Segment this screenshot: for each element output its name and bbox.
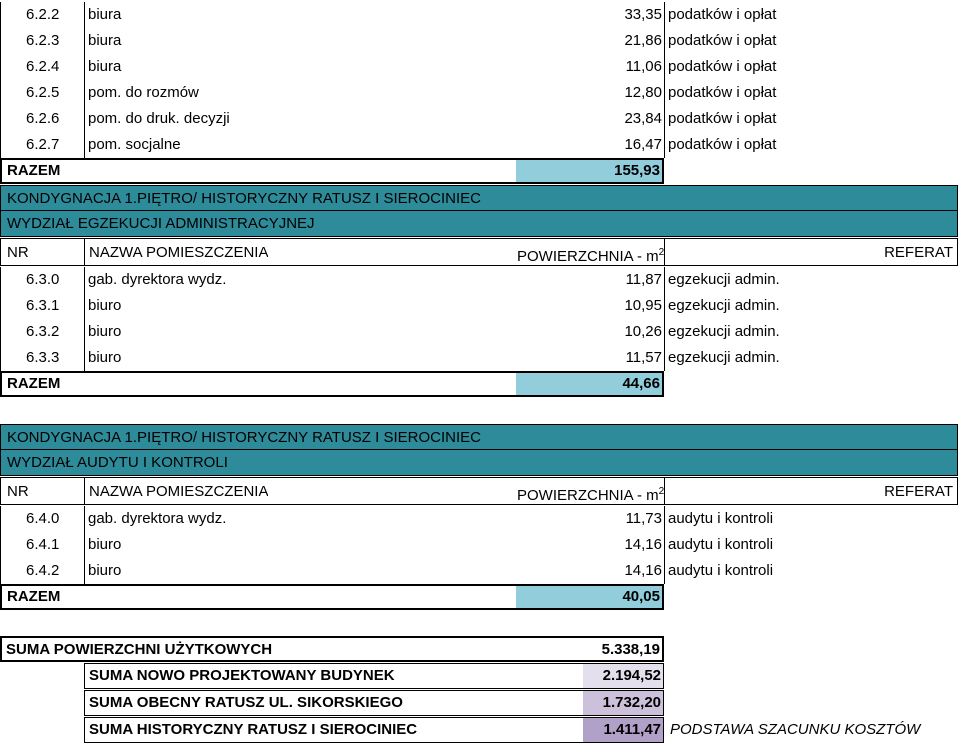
room-number: 6.4.1 xyxy=(26,536,60,553)
room-department: podatków i opłat xyxy=(668,58,777,75)
room-area: 11,73 xyxy=(625,510,662,527)
room-name: pom. do rozmów xyxy=(88,84,199,101)
table-row xyxy=(0,54,777,80)
floor-banner xyxy=(0,185,958,211)
summary-row xyxy=(84,690,664,716)
room-department: audytu i kontroli xyxy=(668,536,774,553)
floor-title: KONDYGNACJA 1.PIĘTRO/ HISTORYCZNY RATUSZ I SIEROCINIEC xyxy=(7,429,481,446)
room-department: podatków i opłat xyxy=(668,6,777,23)
room-area: 16,47 xyxy=(624,136,662,153)
total-value: 40,05 xyxy=(516,586,662,608)
room-area: 23,84 xyxy=(624,110,662,127)
table-row xyxy=(0,506,774,532)
room-department: podatków i opłat xyxy=(668,32,777,49)
room-name: biuro xyxy=(88,323,122,340)
department-title: WYDZIAŁ EGZEKUCJI ADMINISTRACYJNEJ xyxy=(7,215,315,232)
room-name: biura xyxy=(88,58,122,75)
table-row xyxy=(0,319,780,345)
summary-total-row xyxy=(0,636,664,662)
room-number: 6.2.6 xyxy=(26,110,60,127)
room-department: egzekucji admin. xyxy=(668,323,780,340)
room-name: biura xyxy=(88,32,122,49)
room-department: podatków i opłat xyxy=(668,84,777,101)
room-department: audytu i kontroli xyxy=(668,510,774,527)
room-department: audytu i kontroli xyxy=(668,562,774,579)
room-number: 6.2.5 xyxy=(26,84,60,101)
header-department: REFERAT xyxy=(884,483,953,500)
room-area: 10,26 xyxy=(624,323,662,340)
table-row xyxy=(0,532,774,558)
summary-value: 1.732,20 xyxy=(583,691,663,715)
room-area: 10,95 xyxy=(624,297,662,314)
summary-label: SUMA NOWO PROJEKTOWANY BUDYNEK xyxy=(89,667,395,684)
table-row xyxy=(0,2,777,28)
room-name: gab. dyrektora wydz. xyxy=(88,271,227,288)
room-number: 6.2.3 xyxy=(26,32,60,49)
room-area: 21,86 xyxy=(624,32,662,49)
department-banner xyxy=(0,449,958,476)
cost-basis-note: PODSTAWA SZACUNKU KOSZTÓW xyxy=(670,721,921,738)
header-area: POWIERZCHNIA - $m^2$ xyxy=(517,486,665,504)
room-name: biura xyxy=(88,6,122,23)
total-label: RAZEM xyxy=(7,588,61,605)
room-area: 11,87 xyxy=(625,271,662,288)
summary-total-value: 5.338,19 xyxy=(601,641,660,658)
table-header xyxy=(0,238,958,266)
summary-total-label: SUMA POWIERZCHNI UŻYTKOWYCH xyxy=(6,641,273,658)
floor-banner xyxy=(0,424,958,450)
room-department: egzekucji admin. xyxy=(668,349,780,366)
room-area: 33,35 xyxy=(624,6,662,23)
header-name: NAZWA POMIESZCZENIA xyxy=(89,483,269,500)
total-label: RAZEM xyxy=(7,375,61,392)
room-name: pom. do druk. decyzji xyxy=(88,110,230,127)
room-number: 6.3.3 xyxy=(26,349,60,366)
room-area: 14,16 xyxy=(624,562,662,579)
room-department: egzekucji admin. xyxy=(668,297,780,314)
room-name: biuro xyxy=(88,297,122,314)
header-nr: NR xyxy=(7,244,29,261)
total-label: RAZEM xyxy=(7,162,61,179)
department-banner xyxy=(0,210,958,237)
summary-label: SUMA HISTORYCZNY RATUSZ I SIEROCINIEC xyxy=(89,721,418,738)
room-number: 6.3.0 xyxy=(26,271,60,288)
table-row xyxy=(0,132,777,158)
room-area: 14,16 xyxy=(624,536,662,553)
room-department: podatków i opłat xyxy=(668,110,777,127)
total-row xyxy=(0,584,664,610)
floor-title: KONDYGNACJA 1.PIĘTRO/ HISTORYCZNY RATUSZ I SIEROCINIEC xyxy=(7,190,481,207)
room-number: 6.2.2 xyxy=(26,6,60,23)
table-row xyxy=(0,345,780,371)
room-department: podatków i opłat xyxy=(668,136,777,153)
table-row xyxy=(0,267,780,293)
summary-value: 1.411,47 xyxy=(583,718,663,742)
summary-row xyxy=(84,663,664,689)
room-number: 6.2.4 xyxy=(26,58,60,75)
total-value: 155,93 xyxy=(516,160,662,182)
table-row xyxy=(0,558,774,584)
room-number: 6.4.2 xyxy=(26,562,60,579)
room-number: 6.3.1 xyxy=(26,297,60,314)
room-number: 6.3.2 xyxy=(26,323,60,340)
summary-label: SUMA OBECNY RATUSZ UL. SIKORSKIEGO xyxy=(89,694,403,711)
table-row xyxy=(0,293,780,319)
header-nr: NR xyxy=(7,483,29,500)
room-name: gab. dyrektora wydz. xyxy=(88,510,227,527)
department-title: WYDZIAŁ AUDYTU I KONTROLI xyxy=(7,454,228,471)
total-row xyxy=(0,371,664,397)
table-row xyxy=(0,28,777,54)
room-area: 11,06 xyxy=(625,58,662,75)
room-area: 11,57 xyxy=(625,349,662,366)
room-name: biuro xyxy=(88,562,122,579)
total-row xyxy=(0,158,664,184)
table-row xyxy=(0,106,777,132)
room-number: 6.2.7 xyxy=(26,136,60,153)
room-name: biuro xyxy=(88,536,122,553)
table-header xyxy=(0,477,958,505)
header-department: REFERAT xyxy=(884,244,953,261)
header-area: POWIERZCHNIA - $m^2$ xyxy=(517,247,665,265)
room-number: 6.4.0 xyxy=(26,510,60,527)
table-row xyxy=(0,80,777,106)
header-name: NAZWA POMIESZCZENIA xyxy=(89,244,269,261)
room-area: 12,80 xyxy=(624,84,662,101)
room-name: pom. socjalne xyxy=(88,136,181,153)
room-name: biuro xyxy=(88,349,122,366)
total-value: 44,66 xyxy=(516,373,662,395)
summary-row xyxy=(84,717,664,743)
summary-value: 2.194,52 xyxy=(583,664,663,688)
room-department: egzekucji admin. xyxy=(668,271,780,288)
